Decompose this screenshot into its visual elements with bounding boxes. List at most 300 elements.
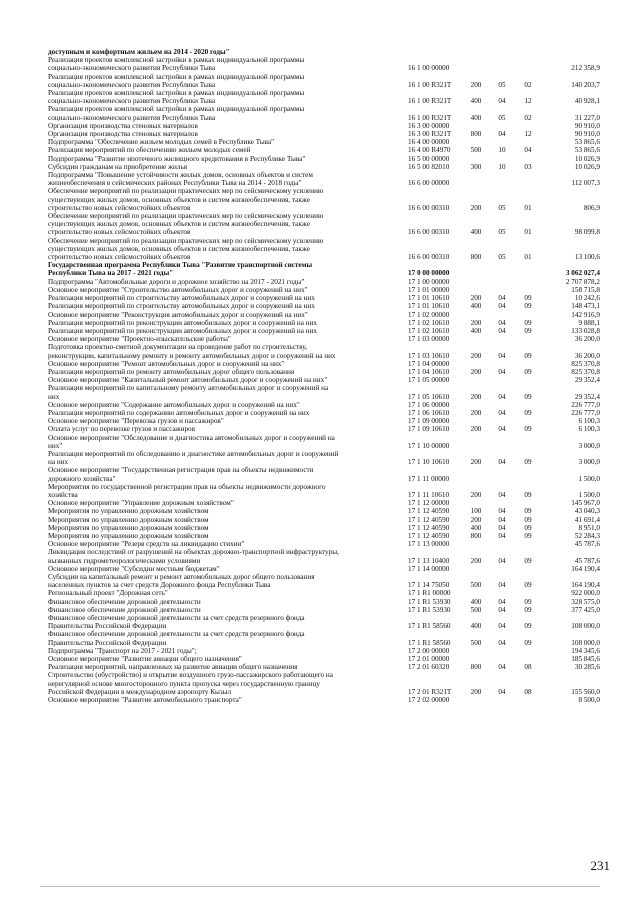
expense-type-cell: 500	[470, 146, 482, 155]
name-cell: Государственная программа Республики Тыва "Развитие транспортной системы Республики Тыва на 2017 - 2021 годы"	[48, 261, 313, 278]
table-row	[48, 327, 600, 335]
table-row	[48, 105, 600, 121]
code-cell: 17 1 13 10400	[408, 556, 450, 565]
name-cell: Основное мероприятие "Ремонт автомобильных дорог и сооружений на них"	[48, 359, 285, 368]
table-row	[48, 138, 600, 146]
name-cell: Региональный проект "Дорожная сеть"	[48, 589, 168, 598]
table-row	[48, 163, 600, 171]
expense-type-cell: 100	[470, 507, 482, 516]
name-cell: Реализация проектов комплексной застройки в рамках индивидуальной программы социально-экономического развития Республики Тыва	[48, 72, 305, 89]
code-cell: 16 1 00 R321T	[408, 113, 452, 122]
bottom-rule	[40, 886, 600, 887]
code-cell: 17 1 14 75050	[408, 581, 450, 590]
table-row	[48, 384, 600, 400]
subsection-cell: 02	[524, 80, 532, 89]
table-row	[48, 499, 600, 507]
subsection-cell: 01	[524, 228, 532, 237]
code-cell: 17 1 11 10610	[408, 490, 450, 499]
subsection-cell: 03	[524, 162, 532, 171]
name-cell: Подпрограмма "Развитие ипотечного жилищного кредитования в Республике Тыва"	[48, 154, 306, 163]
name-cell: Реализация мероприятий по ремонту автомобильных дорог общего пользования	[48, 367, 295, 376]
expense-type-cell: 400	[470, 597, 482, 606]
name-cell: Субсидии гражданам на приобретение жилья	[48, 162, 188, 171]
code-cell: 17 2 01 R321T	[408, 687, 452, 696]
expense-type-cell: 800	[470, 531, 482, 540]
sum-cell: 825 370,8	[571, 367, 600, 376]
sum-cell: 6 100,3	[578, 417, 600, 426]
subsection-cell: 08	[524, 687, 532, 696]
table-row	[48, 450, 600, 466]
table-row	[48, 573, 600, 589]
code-cell: 17 2 01 60320	[408, 663, 450, 672]
name-cell: Реализация мероприятий по обследованию и диагностике автомобильных дорог и сооружений на них	[48, 449, 339, 467]
subsection-cell: 09	[524, 622, 532, 631]
section-cell: 10	[498, 146, 506, 155]
sum-cell: 53 865,6	[574, 138, 600, 147]
name-cell: Основное мероприятие "Капитальный ремонт автомобильных дорог и сооружений на них"	[48, 376, 328, 385]
expense-type-cell: 200	[470, 515, 482, 524]
name-cell: Финансовое обеспечение дорожной деятельности за счет средств резервного фонда Правительства Российской Федерации	[48, 614, 305, 631]
name-cell: Реализация мероприятий по обеспечению жильем молодых семей	[48, 146, 251, 155]
table-row	[48, 187, 600, 212]
name-cell: Субсидии на капитальный ремонт и ремонт автомобильных дорог общего пользования населенных пунктов за счет средств Дорожного фонда Республики Тыва	[48, 573, 315, 590]
subsection-cell: 09	[524, 302, 532, 311]
section-cell: 04	[498, 507, 506, 516]
table-row	[48, 401, 600, 409]
expense-type-cell: 500	[470, 581, 482, 590]
table-row	[48, 368, 600, 376]
table-row	[48, 286, 600, 294]
sum-cell: 13 100,6	[574, 253, 600, 262]
code-cell: 17 1 04 10610	[408, 367, 450, 376]
sum-cell: 9 888,1	[578, 318, 600, 327]
subsection-cell: 09	[524, 351, 532, 360]
code-cell: 17 1 00 00000	[408, 277, 450, 286]
code-cell: 17 1 02 10610	[408, 326, 450, 335]
code-cell: 17 1 R1 58560	[408, 622, 451, 631]
sum-cell: 41 691,4	[574, 515, 600, 524]
expense-type-cell: 200	[470, 318, 482, 327]
code-cell: 16 3 00 00000	[408, 121, 450, 130]
sum-cell: 185 845,6	[571, 655, 600, 664]
code-cell: 16 3 00 R321T	[408, 130, 452, 139]
table-row	[48, 360, 600, 368]
sum-cell: 36 200,0	[574, 335, 600, 344]
name-cell: Основное мероприятие "Управление дорожным хозяйством"	[48, 499, 234, 508]
sum-cell: 112 007,3	[571, 179, 600, 188]
section-cell: 04	[498, 97, 506, 106]
code-cell: 17 1 06 10610	[408, 408, 450, 417]
table-row	[48, 524, 600, 532]
sum-cell: 148 473,1	[571, 302, 600, 311]
name-cell: Реализация мероприятий по содержанию автомобильных дорог и сооружений на них	[48, 408, 310, 417]
subsection-cell: 09	[524, 425, 532, 434]
expense-type-cell: 200	[470, 556, 482, 565]
subsection-cell: 02	[524, 113, 532, 122]
name-cell: Основное мероприятие "Содержание автомобильных дорог и сооружений на них"	[48, 400, 300, 409]
table-row	[48, 343, 600, 359]
code-cell: 17 1 12 40590	[408, 531, 450, 540]
subsection-cell: 01	[524, 203, 532, 212]
table-row	[48, 606, 600, 614]
name-cell: Обеспечение мероприятий по реализации практических мер по сейсмическому усилению существующих жилых домов, основных объектов и систем жизнеобеспечения, также строительство новых сейсмостойких объектов	[48, 212, 324, 237]
sum-cell: 90 910,0	[574, 130, 600, 139]
code-cell: 17 1 R1 00000	[408, 589, 451, 598]
section-cell: 04	[498, 318, 506, 327]
page-number: 231	[590, 858, 610, 873]
name-cell: Основное мероприятие "Перевозка грузов и пассажиров"	[48, 417, 224, 426]
table-row	[48, 647, 600, 655]
sum-cell: 158 715,8	[571, 285, 600, 294]
name-cell: Реализация мероприятий, направленных на развитие авиации общего назначения	[48, 663, 298, 672]
name-cell: Реализация мероприятий по строительству автомобильных дорог и сооружений на них	[48, 302, 315, 311]
table-row	[48, 48, 600, 56]
name-cell: Основное мероприятие "Развитие автомобильного транспорта"	[48, 696, 242, 705]
sum-cell: 29 352,4	[574, 392, 600, 401]
code-cell: 16 4 00 R4970	[408, 146, 451, 155]
name-cell: Реализация проектов комплексной застройки в рамках индивидуальной программы социально-экономического развития Республики Тыва	[48, 89, 305, 106]
expense-type-cell: 500	[470, 638, 482, 647]
subsection-cell: 12	[524, 97, 532, 106]
expense-type-cell: 200	[470, 408, 482, 417]
code-cell: 16 5 00 82010	[408, 162, 450, 171]
table-row	[48, 532, 600, 540]
sum-cell: 164 190,4	[571, 581, 600, 590]
sum-cell: 108 000,0	[571, 622, 600, 631]
name-cell: Подпрограмма "Обеспечение жильем молодых семей в Республике Тыва"	[48, 138, 275, 147]
section-cell: 04	[498, 326, 506, 335]
code-cell: 17 0 00 00000	[408, 269, 450, 278]
subsection-cell: 12	[524, 130, 532, 139]
section-cell: 04	[498, 408, 506, 417]
table-row	[48, 614, 600, 630]
budget-table	[48, 48, 600, 704]
name-cell: Финансовое обеспечение дорожной деятельности	[48, 605, 201, 614]
section-cell: 04	[498, 294, 506, 303]
section-cell: 05	[498, 113, 506, 122]
code-cell: 17 1 01 10610	[408, 302, 450, 311]
subsection-cell: 09	[524, 638, 532, 647]
sum-cell: 145 967,0	[571, 499, 600, 508]
name-cell: Мероприятия по управлению дорожным хозяйством	[48, 515, 209, 524]
subsection-cell: 09	[524, 367, 532, 376]
section-cell: 04	[498, 130, 506, 139]
code-cell: 17 2 02 00000	[408, 696, 450, 705]
sum-cell: 31 227,0	[574, 113, 600, 122]
name-cell: Основное мероприятие "Субсидии местным бюджетам"	[48, 564, 220, 573]
subsection-cell: 09	[524, 523, 532, 532]
name-cell: Мероприятия по государственной регистрации прав на объекты недвижимости дорожного хозяйства	[48, 482, 326, 499]
table-row	[48, 409, 600, 417]
subsection-cell: 09	[524, 458, 532, 467]
name-cell: Строительство (обустройство) и открытие воздушного грузо-пассажирского работающего на нерегулярной основе многосторонного пункта пропуска через государственную границу Российской Федерации в международном аэропорту Кызыл	[48, 671, 333, 696]
code-cell: 17 1 02 00000	[408, 310, 450, 319]
code-cell: 16 1 00 00000	[408, 64, 450, 73]
name-cell: Организация производства стеновых материалов	[48, 121, 198, 130]
expense-type-cell: 200	[470, 687, 482, 696]
sum-cell: 155 560,0	[571, 687, 600, 696]
section-cell: 04	[498, 556, 506, 565]
expense-type-cell: 400	[470, 302, 482, 311]
table-row	[48, 335, 600, 343]
sum-cell: 164 190,4	[571, 564, 600, 573]
name-cell: доступным и комфортным жильем на 2014 - 2020 годы"	[48, 48, 230, 56]
code-cell: 17 1 03 10610	[408, 351, 450, 360]
table-row	[48, 516, 600, 524]
table-row	[48, 237, 600, 262]
section-cell: 04	[498, 663, 506, 672]
section-cell: 04	[498, 531, 506, 540]
subsection-cell: 09	[524, 294, 532, 303]
name-cell: Мероприятия по управлению дорожным хозяйством	[48, 507, 209, 516]
expense-type-cell: 300	[470, 162, 482, 171]
section-cell: 04	[498, 351, 506, 360]
subsection-cell: 09	[524, 556, 532, 565]
sum-cell: 825 370,8	[571, 359, 600, 368]
subsection-cell: 09	[524, 605, 532, 614]
expense-type-cell: 200	[470, 203, 482, 212]
sum-cell: 52 284,3	[574, 531, 600, 540]
section-cell: 04	[498, 581, 506, 590]
sum-cell: 10 026,9	[574, 162, 600, 171]
sum-cell: 53 865,6	[574, 146, 600, 155]
table-row	[48, 417, 600, 425]
section-cell: 10	[498, 162, 506, 171]
code-cell: 17 1 05 10610	[408, 392, 450, 401]
sum-cell: 45 787,6	[574, 540, 600, 549]
code-cell: 17 1 09 10610	[408, 425, 450, 434]
code-cell: 17 1 R1 58560	[408, 638, 451, 647]
code-cell: 17 1 03 00000	[408, 335, 450, 344]
sum-cell: 3 000,0	[578, 441, 600, 450]
subsection-cell: 09	[524, 531, 532, 540]
code-cell: 17 1 04 00000	[408, 359, 450, 368]
sum-cell: 806,9	[583, 203, 600, 212]
table-row	[48, 130, 600, 138]
expense-type-cell: 400	[470, 326, 482, 335]
section-cell: 04	[498, 597, 506, 606]
name-cell: Реализация мероприятий по капитальному ремонту автомобильных дорог и сооружений на них	[48, 384, 329, 401]
code-cell: 17 1 12 40590	[408, 515, 450, 524]
section-cell: 04	[498, 367, 506, 376]
expense-type-cell: 400	[470, 228, 482, 237]
code-cell: 17 1 05 00000	[408, 376, 450, 385]
table-row	[48, 56, 600, 72]
expense-type-cell: 400	[470, 97, 482, 106]
table-row	[48, 425, 600, 433]
subsection-cell: 09	[524, 507, 532, 516]
section-cell: 05	[498, 203, 506, 212]
section-cell: 05	[498, 80, 506, 89]
expense-type-cell: 200	[470, 392, 482, 401]
table-row	[48, 89, 600, 105]
subsection-cell: 09	[524, 318, 532, 327]
table-row	[48, 171, 600, 187]
table-row	[48, 212, 600, 237]
code-cell: 17 1 R1 53930	[408, 597, 451, 606]
sum-cell: 377 425,0	[571, 605, 600, 614]
expense-type-cell: 400	[470, 523, 482, 532]
sum-cell: 3 000,0	[578, 458, 600, 467]
name-cell: Мероприятия по управлению дорожным хозяйством	[48, 531, 209, 540]
table-row	[48, 376, 600, 384]
sum-cell: 10 026,9	[574, 154, 600, 163]
table-row	[48, 696, 600, 704]
sum-cell: 10 242,6	[574, 294, 600, 303]
table-row	[48, 540, 600, 548]
table-row	[48, 507, 600, 515]
section-cell: 04	[498, 392, 506, 401]
expense-type-cell: 200	[470, 294, 482, 303]
table-row	[48, 630, 600, 646]
name-cell: Подпрограмма "Транспорт на 2017 - 2021 годы";	[48, 646, 197, 655]
code-cell: 17 1 09 00000	[408, 417, 450, 426]
section-cell: 04	[498, 638, 506, 647]
name-cell: Подготовка проектно-сметной документации на проведение работ по строительству, реконструкции, капитальному ремонту и ремонту автомобильных дорог и сооружений на них	[48, 343, 336, 360]
name-cell: Реализация мероприятий по реконструкции автомобильных дорог и сооружений на них	[48, 326, 317, 335]
sum-cell: 30 285,6	[574, 663, 600, 672]
table-row	[48, 122, 600, 130]
table-row	[48, 466, 600, 482]
code-cell: 17 1 01 00000	[408, 285, 450, 294]
subsection-cell: 09	[524, 581, 532, 590]
table-row	[48, 565, 600, 573]
table-row	[48, 319, 600, 327]
section-cell: 05	[498, 253, 506, 262]
code-cell: 16 6 00 00310	[408, 253, 450, 262]
name-cell: Подпрограмма "Повышение устойчивости жилых домов, основных объектов и систем жизнеобеспечения в сейсмических районах Республики Тыва на 2014 - 2018 годы"	[48, 171, 313, 188]
sum-cell: 6 100,3	[578, 425, 600, 434]
name-cell: Основное мероприятие "Резерв средств на ликвидацию стихии"	[48, 540, 245, 549]
table-row	[48, 655, 600, 663]
section-cell: 04	[498, 605, 506, 614]
section-cell: 04	[498, 687, 506, 696]
sum-cell: 40 928,1	[574, 97, 600, 106]
sum-cell: 90 910,0	[574, 121, 600, 130]
table-row	[48, 548, 600, 564]
subsection-cell: 09	[524, 490, 532, 499]
table-row	[48, 311, 600, 319]
code-cell: 16 6 00 00000	[408, 179, 450, 188]
table-row	[48, 589, 600, 597]
name-cell: Финансовое обеспечение дорожной деятельности за счет средств резервного фонда Правительства Российской Федерации	[48, 630, 305, 647]
expense-type-cell: 800	[470, 663, 482, 672]
subsection-cell: 01	[524, 253, 532, 262]
expense-type-cell: 500	[470, 605, 482, 614]
expense-type-cell: 400	[470, 113, 482, 122]
sum-cell: 226 777,0	[571, 408, 600, 417]
expense-type-cell: 200	[470, 80, 482, 89]
name-cell: Реализация проектов комплексной застройки в рамках индивидуальной программы социально-экономического развития Республики Тыва	[48, 105, 305, 122]
section-cell: 04	[498, 515, 506, 524]
section-cell: 04	[498, 490, 506, 499]
code-cell: 17 1 12 00000	[408, 499, 450, 508]
code-cell: 17 1 11 00000	[408, 474, 450, 483]
sum-cell: 1 500,0	[578, 474, 600, 483]
code-cell: 17 1 06 00000	[408, 400, 450, 409]
subsection-cell: 09	[524, 597, 532, 606]
sum-cell: 142 916,9	[571, 310, 600, 319]
table-row	[48, 146, 600, 154]
sum-cell: 8 951,0	[578, 523, 600, 532]
code-cell: 17 1 10 10610	[408, 458, 450, 467]
sum-cell: 29 352,4	[574, 376, 600, 385]
section-cell: 04	[498, 425, 506, 434]
name-cell: Обеспечение мероприятий по реализации практических мер по сейсмическому усилению существующих жилых домов, основных объектов и систем жизнеобеспечения, также строительство новых сейсмостойких объектов	[48, 187, 324, 212]
code-cell: 17 1 02 10610	[408, 318, 450, 327]
code-cell: 16 6 00 00310	[408, 203, 450, 212]
sum-cell: 922 000,0	[571, 589, 600, 598]
name-cell: Финансовое обеспечение дорожной деятельности	[48, 597, 201, 606]
name-cell: Реализация мероприятий по строительству автомобильных дорог и сооружений на них	[48, 294, 315, 303]
name-cell: Обеспечение мероприятий по реализации практических мер по сейсмическому усилению существующих жилых домов, основных объектов и систем жизнеобеспечения, также строительство новых сейсмостойких объектов	[48, 236, 324, 262]
sum-cell: 43 040,3	[574, 507, 600, 516]
table-row	[48, 483, 600, 499]
name-cell: Реализация проектов комплексной застройки в рамках индивидуальной программы социально-экономического развития Республики Тыва	[48, 56, 305, 73]
table-row	[48, 73, 600, 89]
sum-cell: 8 500,0	[578, 696, 600, 705]
expense-type-cell: 200	[470, 367, 482, 376]
name-cell: Мероприятия по управлению дорожным хозяйством	[48, 523, 209, 532]
subsection-cell: 09	[524, 408, 532, 417]
sum-cell: 212 358,9	[571, 64, 600, 73]
sum-cell: 133 028,8	[571, 326, 600, 335]
expense-type-cell: 400	[470, 622, 482, 631]
code-cell: 17 2 00 00000	[408, 646, 450, 655]
table-row	[48, 261, 600, 277]
expense-type-cell: 200	[470, 458, 482, 467]
code-cell: 17 1 10 00000	[408, 441, 450, 450]
subsection-cell: 09	[524, 515, 532, 524]
code-cell: 17 1 12 40590	[408, 507, 450, 516]
code-cell: 17 1 13 00000	[408, 540, 450, 549]
code-cell: 17 1 12 40590	[408, 523, 450, 532]
expense-type-cell: 200	[470, 490, 482, 499]
code-cell: 16 6 00 00310	[408, 228, 450, 237]
code-cell: 16 5 00 00000	[408, 154, 450, 163]
name-cell: Подпрограмма "Автомобильные дороги и дорожное хозяйство на 2017 - 2021 годы"	[48, 277, 305, 286]
sum-cell: 3 062 027,4	[565, 269, 600, 278]
name-cell: Основное мероприятие "Строительство автомобильных дорог и сооружений на них"	[48, 285, 308, 294]
sum-cell: 98 099,8	[574, 228, 600, 237]
subsection-cell: 09	[524, 326, 532, 335]
table-row	[48, 302, 600, 310]
table-row	[48, 155, 600, 163]
table-row	[48, 598, 600, 606]
section-cell: 05	[498, 228, 506, 237]
subsection-cell: 04	[524, 146, 532, 155]
section-cell: 04	[498, 523, 506, 532]
table-row	[48, 278, 600, 286]
name-cell: Основное мероприятие "Государственная регистрация прав на объекты недвижимости дорожного хозяйства"	[48, 466, 314, 483]
name-cell: Основное мероприятие "Реконструкция автомобильных дорог и сооружений на них"	[48, 310, 308, 319]
code-cell: 17 1 R1 53930	[408, 605, 451, 614]
table-row	[48, 294, 600, 302]
sum-cell: 108 000,0	[571, 638, 600, 647]
sum-cell: 1 500,0	[578, 490, 600, 499]
name-cell: Основное мероприятие "Развитие авиации общего назначения"	[48, 655, 242, 664]
section-cell: 04	[498, 458, 506, 467]
name-cell: Реализация мероприятий по реконструкции автомобильных дорог и сооружений на них	[48, 318, 317, 327]
sum-cell: 2 707 878,2	[565, 277, 600, 286]
sum-cell: 36 200,0	[574, 351, 600, 360]
expense-type-cell: 800	[470, 253, 482, 262]
table-row	[48, 671, 600, 696]
code-cell: 16 1 00 R321T	[408, 80, 452, 89]
sum-cell: 140 203,7	[571, 80, 600, 89]
name-cell: Организация производства стеновых материалов	[48, 130, 198, 139]
name-cell: Ликвидация последствий от разрушений на объектах дорожно-транспортной инфраструктуры, вызванных гидрометеорологическими условиями	[48, 548, 339, 565]
